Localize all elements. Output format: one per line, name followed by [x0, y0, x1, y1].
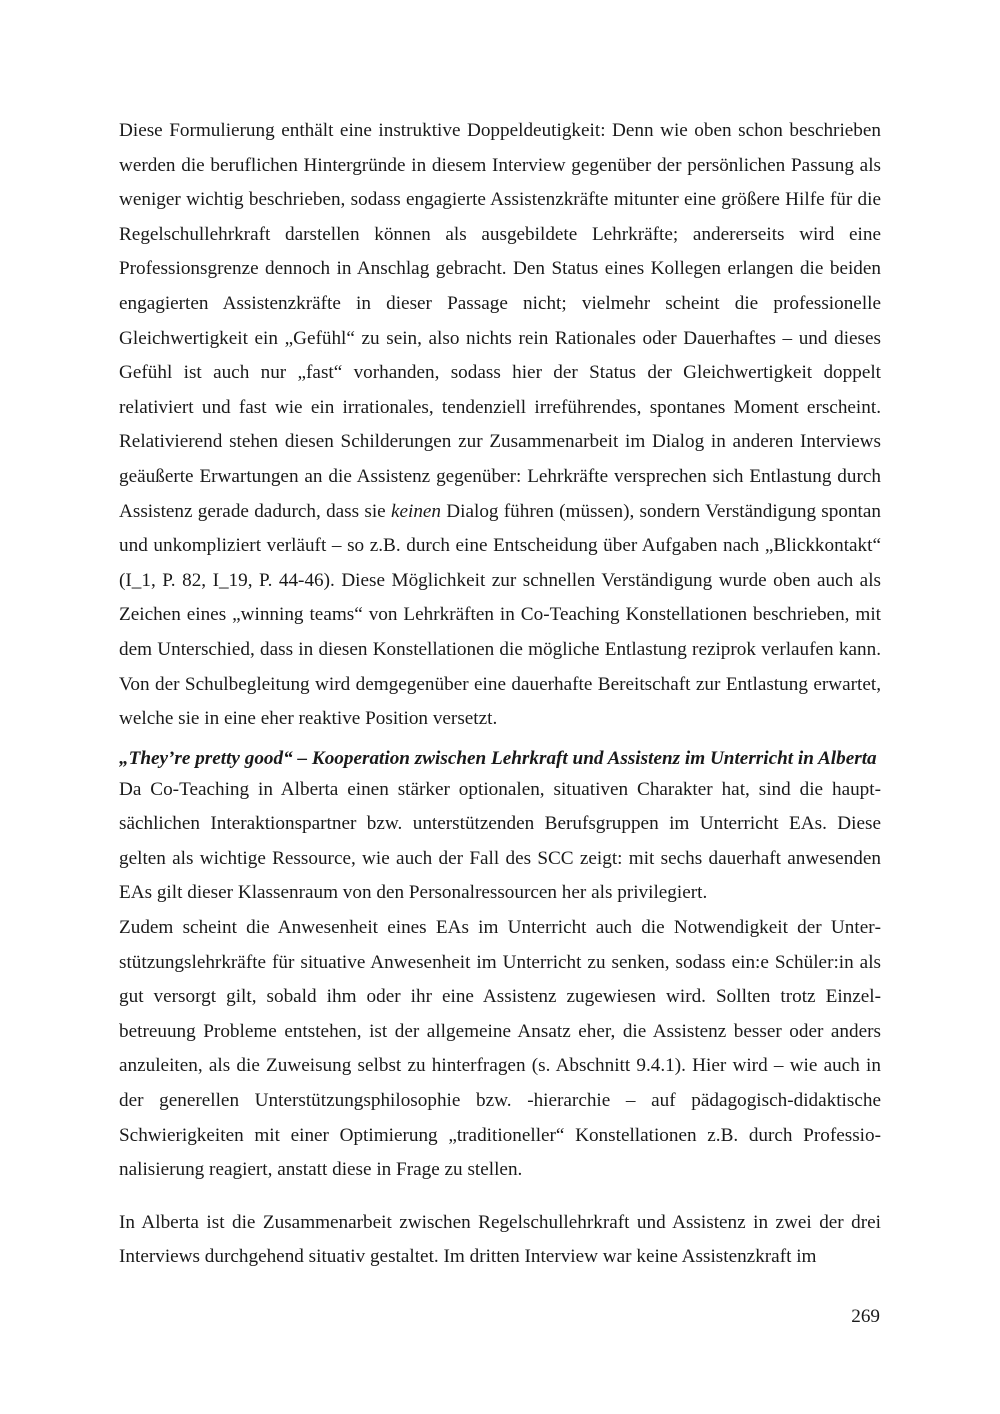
paragraph: Da Co-Teaching in Alberta einen stärker optionalen, situativen Charakter hat, sind die hauptsächlichen Interaktionspartner bzw. unterstützenden Berufsgruppen im Unterricht EAs. Diese gelten als wichtige Ressource, wie auch der Fall des SCC zeigt: mit sechs dauerhaft anwesenden EAs gilt dieser Klassenraum von den Personalressourcen her als privilegiert.	[119, 778, 881, 904]
page-number: 269	[851, 1306, 880, 1327]
paragraph-text: Dialog führen (müssen), sondern Verständigung spontan und unkompliziert verläuft – so z.B. durch eine Entscheidung über Aufgaben nach „Blickkontakt“ (I_1, P. 82, I_19, P. 44-46). Diese Möglichkeit zur schnellen Verständigung wurde oben auch als Zeichen eines „winning teams“ von Lehrkräften in Co-Teaching Konstellationen beschrieben, mit dem Unterschied, dass in diesen Konstellationen die mögliche Entlastung reziprok verlaufen kann. Von der Schulbegleitung wird demgegenüber eine dauerhafte Bereitschaft zur Entlastung erwartet, welche sie in eine eher reaktive Position versetzt.	[119, 500, 881, 730]
paragraph: In Alberta ist die Zusammenarbeit zwischen Regelschullehrkraft und Assistenz in zwei der drei Interviews durchgehend situativ gestaltet. Im dritten Interview war keine Assistenzkraft im	[119, 1211, 881, 1268]
paragraph-text: Diese Formulierung enthält eine instruktive Doppeldeutigkeit: Denn wie oben schon beschrieben werden die beruflichen Hintergründe in diesem Interview gegenüber der persönlichen Passung als weniger wichtig beschrieben, sodass engagierte Assistenzkräfte mitunter eine größere Hilfe für die Regelschullehrkraft darstellen können als ausgebildete Lehrkräfte; andererseits wird eine Professionsgrenze dennoch in Anschlag gebracht. Den Status eines Kollegen erlangen die beiden engagierten Assistenzkräfte in dieser Passage nicht; vielmehr scheint die professionelle Gleichwertigkeit ein „Gefühl“ zu sein, also nichts rein Rationales oder Dauerhaftes – und dieses Gefühl ist auch nur „fast“ vorhanden, sodass hier der Status der Gleichwertigkeit doppelt relativiert und fast wie ein irrationales, tendenziell irreführendes, spontanes Moment erscheint. Relativierend stehen diesen Schilderungen zur Zusammenarbeit im Dialog in anderen Interviews geäußerte Erwartungen an die Assistenz gegenüber: Lehrkräfte versprechen sich Entlastung durch Assistenz gerade dadurch, dass sie	[119, 120, 881, 522]
emphasis-text: keinen	[390, 500, 442, 522]
section-heading: „They’re pretty good“ – Kooperation zwischen Lehrkraft und Assistenz im Unterricht in Alberta	[119, 747, 877, 769]
paragraph: Zudem scheint die Anwesenheit eines EAs im Unterricht auch die Notwendigkeit der Unterstützungslehrkräfte für situative Anwesenheit im Unterricht zu senken, sodass ein:e Schüler:in als gut versorgt gilt, sobald ihm oder ihr eine Assistenz zugewiesen wird. Sollten trotz Einzelbetreuung Probleme entstehen, ist der allgemeine Ansatz eher, die Assistenz besser oder anders anzuleiten, als die Zuweisung selbst zu hinterfragen (s. Abschnitt 9.4.1). Hier wird – wie auch in der generellen Unterstützungsphilosophie bzw. -hierarchie – auf pädagogisch-didaktische Schwierigkeiten mit einer Optimierung „traditioneller“ Konstellationen z.B. durch Professionalisierung reagiert, anstatt diese in Frage zu stellen.	[119, 917, 881, 1181]
page-body	[119, 114, 881, 1275]
paragraph	[119, 114, 881, 737]
